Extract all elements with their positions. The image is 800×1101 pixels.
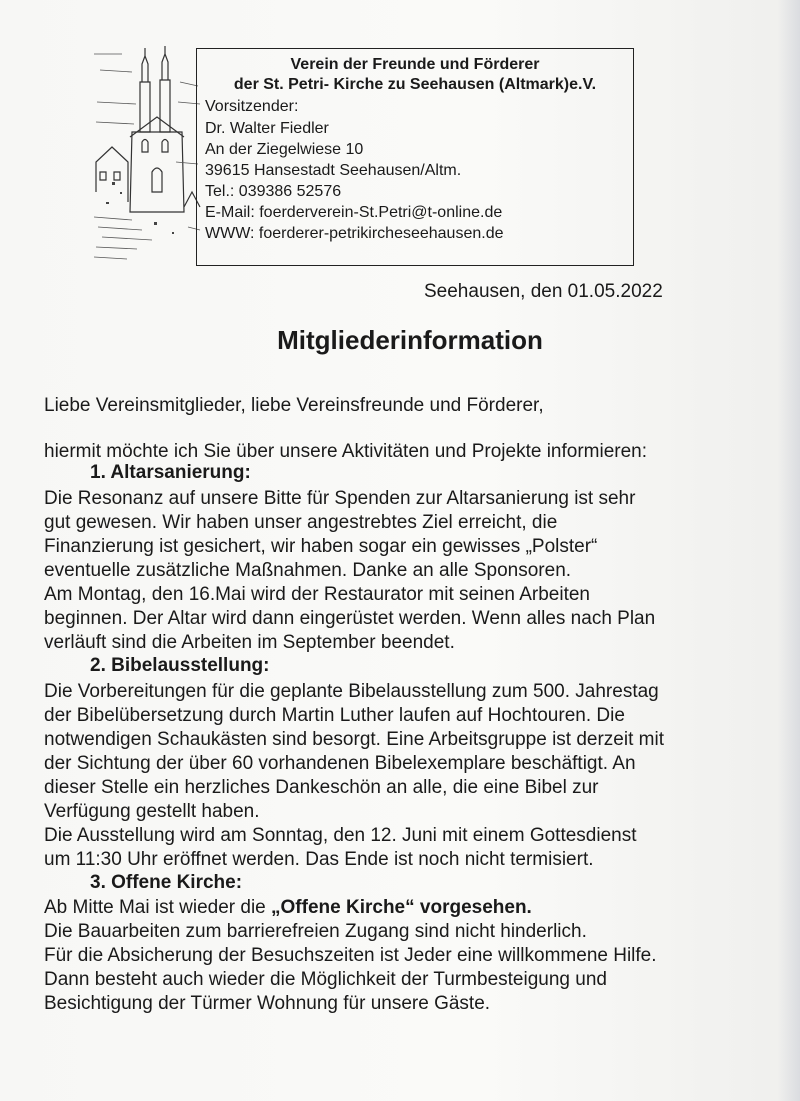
lead-text: Ab Mitte Mai ist wieder die <box>44 897 272 918</box>
body-line: Besichtigung der Türmer Wohnung für unsere Gäste. <box>44 993 491 1014</box>
email-address: E-Mail: foerderverein-St.Petri@t-online.de <box>205 204 503 221</box>
org-name-line2: der St. Petri- Kirche zu Seehausen (Altmark)e.V. <box>233 76 597 93</box>
body-line: verläuft sind die Arbeiten im September beendet. <box>44 632 455 653</box>
intro-line: hiermit möchte ich Sie über unsere Aktivitäten und Projekte informieren: <box>44 441 648 462</box>
org-name-line1: Verein der Freunde und Förderer <box>290 56 540 73</box>
city-address: 39615 Hansestadt Seehausen/Altm. <box>205 162 462 179</box>
body-line: Die Vorbereitungen für die geplante Bibelausstellung zum 500. Jahrestag <box>44 681 659 702</box>
page-title: Mitgliederinformation <box>277 325 543 355</box>
body-line: um 11:30 Uhr eröffnet werden. Das Ende ist noch nicht termisiert. <box>44 849 594 870</box>
body-line: der Sichtung der über 60 vorhandenen Bibelexemplare beschäftigt. An <box>44 753 636 774</box>
body-line: Die Bauarbeiten zum barrierefreien Zugang sind nicht hinderlich. <box>44 921 587 942</box>
body-line: Verfügung gestellt haben. <box>44 801 260 822</box>
section-heading-altarsanierung: 1. Altarsanierung: <box>90 462 251 483</box>
body-line: dieser Stelle ein herzliches Dankeschön an alle, die eine Bibel zur <box>44 777 599 798</box>
letter-date: Seehausen, den 01.05.2022 <box>424 281 663 302</box>
chair-label: Vorsitzender: <box>205 98 299 115</box>
page-edge-shadow <box>778 0 800 1101</box>
chair-name: Dr. Walter Fiedler <box>205 120 329 137</box>
body-line: Dann besteht auch wieder die Möglichkeit der Turmbesteigung und <box>44 969 607 990</box>
church-drawing <box>92 42 202 272</box>
body-line: Für die Absicherung der Besuchszeiten ist Jeder eine willkommene Hilfe. <box>44 945 657 966</box>
body-line: beginnen. Der Altar wird dann eingerüstet werden. Wenn alles nach Plan <box>44 608 656 629</box>
body-line: Die Ausstellung wird am Sonntag, den 12. Juni mit einem Gottesdienst <box>44 825 637 846</box>
phone-number: Tel.: 039386 52576 <box>205 183 342 200</box>
body-line: Die Resonanz auf unsere Bitte für Spenden zur Altarsanierung ist sehr <box>44 488 636 509</box>
section-heading-offene-kirche: 3. Offene Kirche: <box>90 872 243 893</box>
body-line: Finanzierung ist gesichert, wir haben sogar ein gewisses „Polster“ <box>44 536 598 557</box>
body-line-lead <box>44 896 532 919</box>
street-address: An der Ziegelwiese 10 <box>205 141 364 158</box>
letterhead-box <box>196 48 634 266</box>
section-heading-bibelausstellung: 2. Bibelausstellung: <box>90 655 270 676</box>
body-line: Am Montag, den 16.Mai wird der Restaurator mit seinen Arbeiten <box>44 584 590 605</box>
lead-emphasis: „Offene Kirche“ vorgesehen. <box>271 897 532 918</box>
body-line: gut gewesen. Wir haben unser angestrebtes Ziel erreicht, die <box>44 512 558 533</box>
body-line: notwendigen Schaukästen sind besorgt. Eine Arbeitsgruppe ist derzeit mit <box>44 729 664 750</box>
salutation: Liebe Vereinsmitglieder, liebe Vereinsfreunde und Förderer, <box>44 395 544 416</box>
body-line: eventuelle zusätzliche Maßnahmen. Danke an alle Sponsoren. <box>44 560 572 581</box>
body-line: der Bibelübersetzung durch Martin Luther laufen auf Hochtouren. Die <box>44 705 625 726</box>
website-address: WWW: foerderer-petrikircheseehausen.de <box>205 225 504 242</box>
